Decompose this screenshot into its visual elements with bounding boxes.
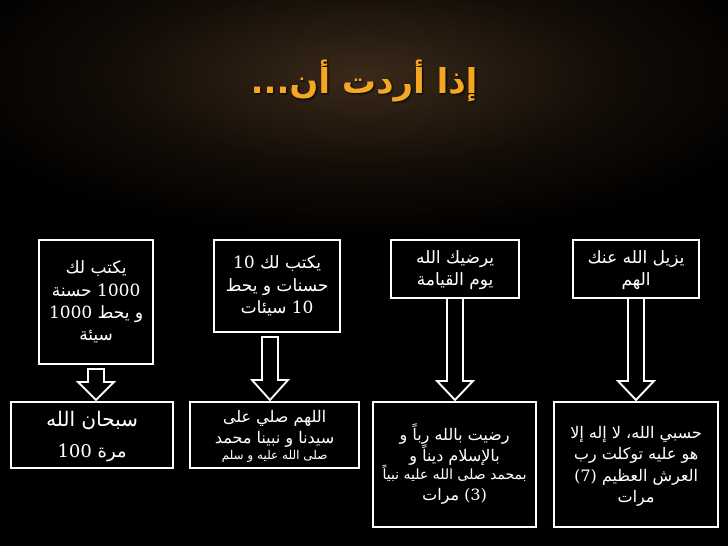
reward-line: 1000 حسنة	[51, 280, 141, 301]
down-arrow-icon	[76, 368, 116, 402]
dhikr-line: رضيت بالله رباً و	[399, 424, 510, 444]
dhikr-line: (3) مرات	[422, 485, 487, 505]
reward-box-rida	[390, 239, 520, 299]
down-arrow-icon	[616, 297, 656, 402]
down-arrow-icon	[435, 297, 475, 402]
dhikr-line: العرش العظيم (7)	[574, 465, 698, 485]
reward-box-subhan	[38, 239, 154, 365]
dhikr-line: اللهم صلي على	[222, 406, 327, 426]
dhikr-line: هو عليه توكلت رب	[573, 444, 699, 464]
reward-line: 10 سيئات	[240, 298, 314, 319]
reward-line: يكتب لك	[65, 258, 127, 279]
dhikr-line: سبحان الله	[46, 406, 138, 431]
dhikr-line: بالإسلام ديناً و	[409, 445, 500, 465]
dhikr-line: حسبي الله، لا إله إلا	[570, 423, 702, 443]
reward-line: يكتب لك 10	[233, 253, 321, 274]
dhikr-box-rida	[372, 401, 537, 528]
reward-box-salat	[213, 239, 341, 333]
reward-line: يرضيك الله	[415, 247, 495, 268]
reward-line: سيئة	[79, 325, 113, 346]
down-arrow-icon	[250, 336, 290, 402]
dhikr-box-subhan	[10, 401, 174, 469]
dhikr-line: مرة 100	[57, 441, 127, 463]
dhikr-line: صلى الله عليه و سلم	[221, 448, 328, 463]
reward-line: الهم	[621, 270, 651, 290]
dhikr-line: مرات	[617, 486, 655, 506]
dhikr-line: سيدنا و نبينا محمد	[214, 428, 335, 448]
dhikr-box-hasbi	[553, 401, 719, 528]
reward-box-hamm	[572, 239, 700, 299]
page-title: إذا أردت أن...	[250, 62, 478, 102]
dhikr-line: بمحمد صلى الله عليه نبياً	[382, 466, 527, 483]
reward-line: يزيل الله عنك	[587, 247, 685, 268]
reward-line: حسنات و يحط	[225, 275, 329, 296]
reward-line: و يحط 1000	[48, 303, 144, 323]
dhikr-box-salat	[189, 401, 360, 469]
reward-line: يوم القيامة	[416, 270, 494, 290]
